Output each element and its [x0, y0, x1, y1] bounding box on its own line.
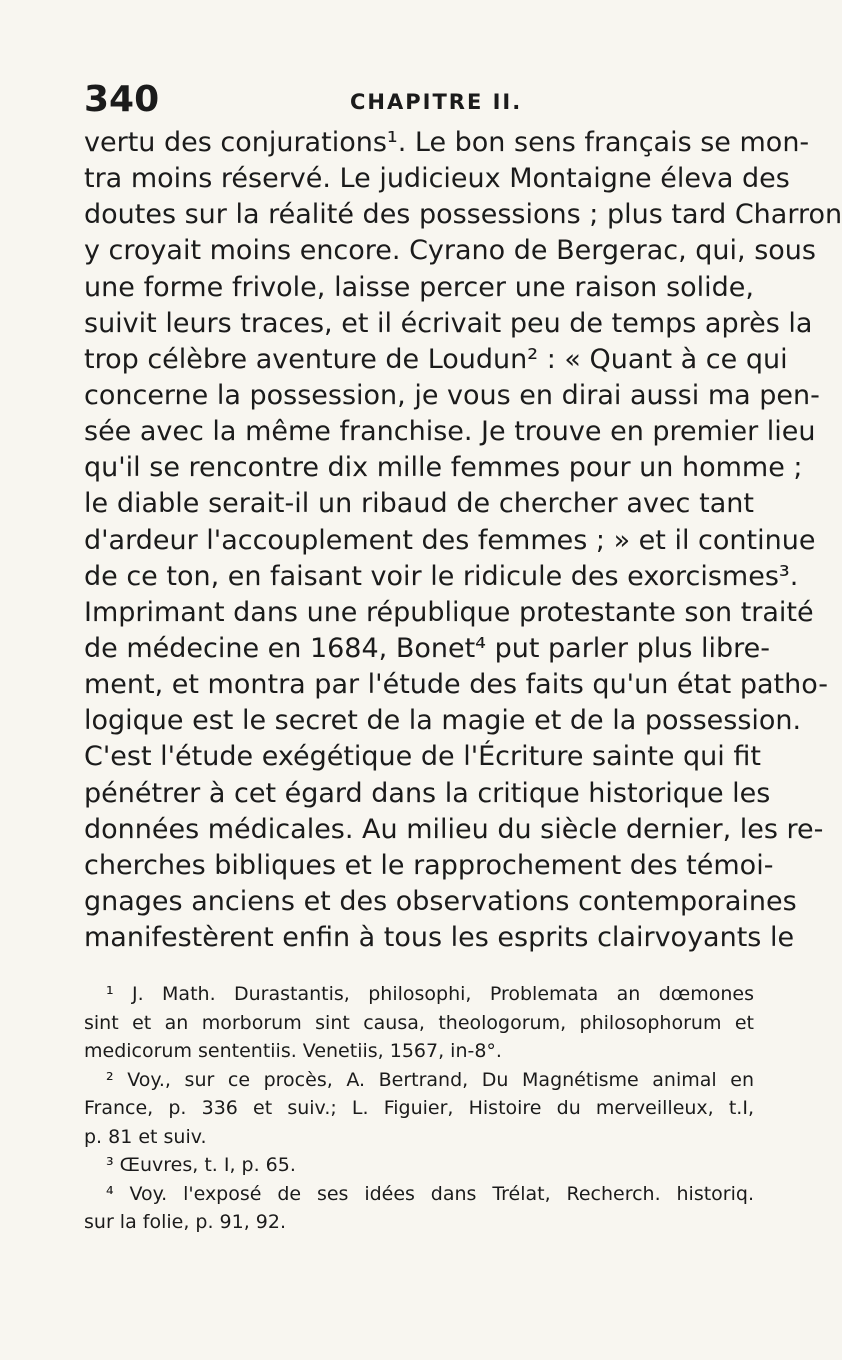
chapter-title: CHAPITRE II. [350, 90, 523, 114]
footnotes [84, 980, 754, 1237]
footnote-1-line-2: sint et an morborum sint causa, theologorum, philosophorum et [84, 1011, 754, 1034]
text-line-9: sée avec la même franchise. Je trouve en premier lieu [84, 416, 816, 448]
text-line-1: vertu des conjurations¹. Le bon sens français se mon- [84, 127, 810, 158]
text-line-8: concerne la possession, je vous en dirai aussi ma pen- [84, 379, 820, 411]
text-line-13: de ce ton, en faisant voir le ridicule des exorcismes³. [84, 560, 799, 592]
text-line-12: d'ardeur l'accouplement des femmes ; » et il continue [84, 524, 816, 556]
text-line-22: gnages anciens et des observations contemporaines [84, 885, 797, 917]
text-line-10: qu'il se rencontre dix mille femmes pour un homme ; [84, 452, 803, 484]
footnote-2-line-3: p. 81 et suiv. [84, 1125, 207, 1148]
text-line-19: pénétrer à cet égard dans la critique historique les [84, 777, 771, 809]
text-line-18: C'est l'étude exégétique de l'Écriture sainte qui fit [84, 741, 761, 773]
text-line-7: trop célèbre aventure de Loudun² : « Quant à ce qui [84, 343, 788, 375]
text-line-11: le diable serait-il un ribaud de chercher avec tant [84, 488, 754, 520]
footnote-2-line-1: ² Voy., sur ce procès, A. Bertrand, Du Magnétisme animal en [106, 1068, 754, 1091]
text-line-6: suivit leurs traces, et il écrivait peu de temps après la [84, 307, 813, 339]
text-line-3: doutes sur la réalité des possessions ; plus tard Charron [84, 199, 842, 231]
text-line-2: tra moins réservé. Le judicieux Montaigne éleva des [84, 163, 790, 195]
text-line-17: logique est le secret de la magie et de la possession. [84, 705, 802, 737]
footnote-4-line-2: sur la folie, p. 91, 92. [84, 1211, 287, 1233]
page-number: 340 [84, 79, 160, 120]
text-line-21: cherches bibliques et le rapprochement des témoi- [84, 849, 774, 881]
footnote-4-line-1: ⁴ Voy. l'exposé de ses idées dans Trélat, Recherch. historiq. [106, 1182, 754, 1205]
main-text [84, 125, 842, 956]
text-line-14: Imprimant dans une république protestante son traité [84, 596, 814, 628]
text-line-5: une forme frivole, laisse percer une raison solide, [84, 271, 754, 303]
text-line-4: y croyait moins encore. Cyrano de Bergerac, qui, sous [84, 235, 816, 267]
text-line-23: manifestèrent enfin à tous les esprits clairvoyants le [84, 922, 795, 954]
footnote-3: ³ Œuvres, t. I, p. 65. [106, 1154, 296, 1176]
text-line-15: de médecine en 1684, Bonet⁴ put parler plus libre- [84, 632, 770, 664]
footnote-1-line-1: ¹ J. Math. Durastantis, philosophi, Problemata an dœmones [106, 983, 754, 1005]
footnote-2-line-2: France, p. 336 et suiv.; L. Figuier, Histoire du merveilleux, t.I, [84, 1097, 754, 1119]
page-header [84, 79, 754, 124]
footnote-1-line-3: medicorum sententiis. Venetiis, 1567, in-8°. [84, 1040, 502, 1062]
text-line-20: données médicales. Au milieu du siècle dernier, les re- [84, 813, 824, 845]
text-line-16: ment, et montra par l'étude des faits qu'un état patho- [84, 669, 828, 701]
